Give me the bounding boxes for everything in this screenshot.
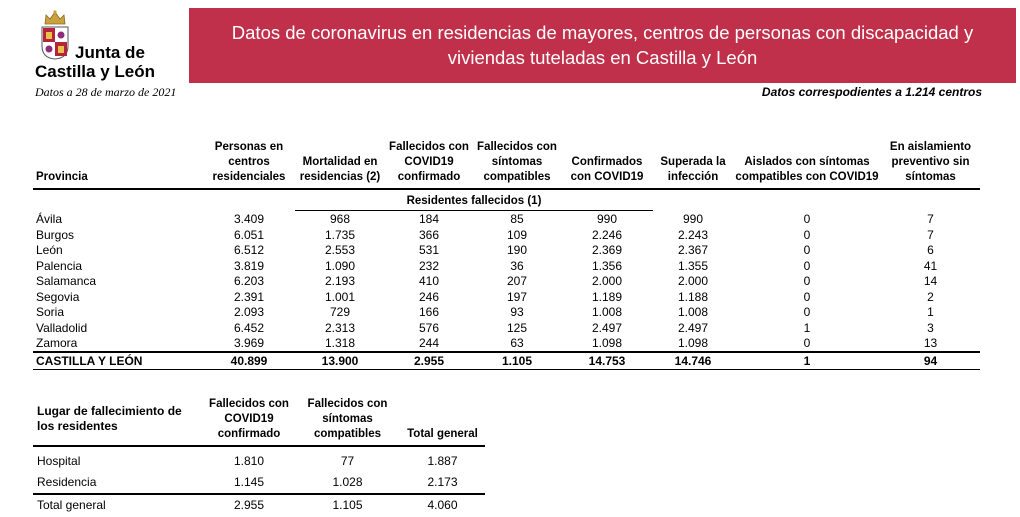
cell: 1.008 bbox=[677, 305, 709, 320]
cell: 184 bbox=[418, 212, 440, 227]
cell: 1.098 bbox=[591, 336, 623, 351]
cell: 1.735 bbox=[324, 227, 356, 242]
cell: 6.203 bbox=[233, 274, 265, 289]
col-header-total-general: Total general bbox=[400, 397, 485, 446]
table-row bbox=[33, 211, 980, 227]
date-note: Datos a 28 de marzo de 2021 bbox=[35, 85, 177, 99]
cell: 63 bbox=[510, 336, 524, 351]
table-row bbox=[33, 289, 980, 305]
cell: 4.060 bbox=[400, 494, 485, 516]
col-header-confirmados: Confirmados con COVID19 bbox=[561, 140, 653, 189]
cell: 14.746 bbox=[653, 352, 733, 370]
col-header-mortalidad: Mortalidad en residencias (2) bbox=[295, 140, 385, 189]
col-header-fallecidos-confirmado: Fallecidos con COVID19 confirmado bbox=[203, 397, 295, 446]
page-title: Datos de coronavirus en residencias de mayores, centros de personas con discapacidad y viviendas tuteladas en Castilla y León bbox=[231, 22, 974, 68]
col-header-provincia: Provincia bbox=[33, 140, 203, 189]
cell: 2.369 bbox=[591, 243, 623, 258]
table-row bbox=[33, 273, 980, 289]
cell-provincia: CASTILLA Y LEÓN bbox=[33, 352, 203, 370]
org-name-line1: Junta de bbox=[75, 43, 145, 62]
cell: 366 bbox=[418, 227, 440, 242]
table-row bbox=[33, 258, 980, 274]
cell: 1.356 bbox=[591, 258, 623, 273]
cell: 190 bbox=[506, 243, 528, 258]
cell: 1.105 bbox=[473, 352, 561, 370]
cell: 3.819 bbox=[233, 258, 265, 273]
cell: 41 bbox=[923, 258, 938, 273]
cell: 1.090 bbox=[324, 258, 356, 273]
cell: 0 bbox=[803, 336, 811, 351]
cell: 729 bbox=[329, 305, 351, 320]
cell: 94 bbox=[881, 352, 980, 370]
cell: 2.497 bbox=[591, 320, 623, 335]
place-of-death-table bbox=[33, 397, 485, 516]
cell: 2.173 bbox=[427, 475, 458, 490]
cell: 2.246 bbox=[591, 227, 623, 242]
centros-note: Datos correspodientes a 1.214 centros bbox=[761, 85, 982, 99]
cell: 3.969 bbox=[233, 336, 265, 351]
col-header-fallecidos-sintomas: Fallecidos con síntomas compatibles bbox=[295, 397, 400, 446]
cell: 14 bbox=[923, 274, 938, 289]
table-row bbox=[33, 472, 485, 494]
cell: 2.000 bbox=[677, 274, 709, 289]
cell: 1 bbox=[927, 305, 934, 320]
cell: 1.355 bbox=[677, 258, 709, 273]
provinces-table bbox=[33, 140, 980, 370]
cell: 2.955 bbox=[385, 352, 473, 370]
col-header-aislamiento-preventivo: En aislamiento preventivo sin síntomas bbox=[881, 140, 980, 189]
col-header-lugar: Lugar de fallecimiento de los residentes bbox=[33, 397, 203, 446]
cell-provincia: Zamora bbox=[36, 336, 78, 351]
table-row bbox=[33, 335, 980, 352]
table-row bbox=[33, 446, 485, 472]
cell: 1.028 bbox=[332, 475, 363, 490]
cell-lugar: Hospital bbox=[37, 454, 81, 469]
cell-provincia: Soria bbox=[36, 305, 65, 320]
cell: 576 bbox=[418, 320, 440, 335]
cell-provincia: León bbox=[36, 243, 63, 258]
cell: 990 bbox=[682, 211, 704, 226]
cell: 2 bbox=[927, 289, 934, 304]
cell: 7 bbox=[927, 227, 934, 242]
cell: 410 bbox=[418, 274, 440, 289]
cell: 1.145 bbox=[233, 475, 265, 490]
cell: 2.093 bbox=[233, 305, 265, 320]
junta-logo bbox=[33, 10, 183, 82]
cell: 14.753 bbox=[561, 352, 653, 370]
cell: 531 bbox=[418, 243, 440, 258]
cell-provincia: Valladolid bbox=[36, 320, 88, 335]
cell: 125 bbox=[506, 320, 528, 335]
cell: 197 bbox=[506, 289, 528, 304]
col-header-personas: Personas en centros residenciales bbox=[203, 140, 295, 189]
cell: 0 bbox=[803, 274, 811, 289]
cell: 1.008 bbox=[591, 305, 623, 320]
cell: 40.899 bbox=[203, 352, 295, 370]
cell: 2.193 bbox=[324, 274, 356, 289]
cell: 93 bbox=[510, 305, 524, 320]
table-row bbox=[33, 320, 980, 336]
cell: 2.497 bbox=[677, 320, 709, 335]
cell: 0 bbox=[803, 227, 811, 242]
col-header-fallecidos-confirmado: Fallecidos con COVID19 confirmado bbox=[385, 140, 473, 189]
cell: 2.243 bbox=[677, 227, 709, 242]
cell: 109 bbox=[506, 227, 528, 242]
cell: 2.000 bbox=[591, 274, 623, 289]
cell: 85 bbox=[510, 212, 524, 227]
cell: 1 bbox=[803, 320, 811, 335]
col-header-aislados: Aislados con síntomas compatibles con COVID19 bbox=[733, 140, 881, 189]
cell: 2.955 bbox=[203, 494, 295, 516]
cell-provincia: Ávila bbox=[36, 211, 63, 226]
cell: 246 bbox=[418, 289, 440, 304]
cell: 1.001 bbox=[324, 289, 356, 304]
cell: 1 bbox=[733, 352, 881, 370]
cell: 0 bbox=[803, 243, 811, 258]
table-row bbox=[33, 242, 980, 258]
cell-provincia: Palencia bbox=[36, 258, 83, 273]
table-total-row bbox=[33, 352, 980, 370]
cell: 0 bbox=[803, 305, 811, 320]
title-banner bbox=[189, 8, 1016, 83]
cell-provincia: Burgos bbox=[36, 227, 75, 242]
cell: 166 bbox=[418, 305, 440, 320]
cell: 2.553 bbox=[324, 243, 356, 258]
col-header-fallecidos-sintomas: Fallecidos con síntomas compatibles bbox=[473, 140, 561, 189]
cell: 207 bbox=[506, 274, 528, 289]
cell: 6 bbox=[927, 243, 934, 258]
cell: 0 bbox=[803, 289, 811, 304]
coat-of-arms-icon bbox=[41, 26, 69, 60]
cell: 1.887 bbox=[427, 454, 458, 469]
subheader-residentes-fallecidos: Residentes fallecidos (1) bbox=[295, 189, 653, 211]
cell: 244 bbox=[418, 336, 440, 351]
cell: 232 bbox=[418, 258, 440, 273]
org-name-line2: Castilla y León bbox=[35, 62, 155, 81]
cell: 968 bbox=[329, 212, 351, 227]
cell: 2.367 bbox=[677, 243, 709, 258]
cell: 13.900 bbox=[295, 352, 385, 370]
table-row bbox=[33, 227, 980, 243]
cell: 1.810 bbox=[233, 454, 265, 469]
cell: 3 bbox=[927, 320, 934, 335]
cell: 3.409 bbox=[233, 211, 265, 226]
cell: 13 bbox=[923, 336, 938, 351]
cell: 6.452 bbox=[233, 320, 265, 335]
cell: 7 bbox=[927, 211, 934, 226]
cell: 1.318 bbox=[324, 336, 356, 351]
cell-provincia: Salamanca bbox=[36, 274, 97, 289]
cell: 1.098 bbox=[677, 336, 709, 351]
cell-provincia: Segovia bbox=[36, 289, 80, 304]
cell: 77 bbox=[340, 454, 355, 469]
table-row bbox=[33, 304, 980, 320]
cell: 6.512 bbox=[233, 243, 265, 258]
cell: 0 bbox=[803, 258, 811, 273]
cell: 1.105 bbox=[295, 494, 400, 516]
cell: 1.188 bbox=[677, 289, 709, 304]
cell: 2.391 bbox=[233, 289, 265, 304]
cell: 990 bbox=[596, 212, 618, 227]
cell: 36 bbox=[510, 258, 524, 273]
cell: 1.189 bbox=[591, 289, 623, 304]
col-header-superada: Superada la infección bbox=[653, 140, 733, 189]
cell-lugar: Total general bbox=[33, 494, 203, 516]
cell: 6.051 bbox=[233, 227, 265, 242]
cell: 2.313 bbox=[324, 320, 356, 335]
cell: 0 bbox=[803, 211, 811, 226]
cell-lugar: Residencia bbox=[37, 475, 97, 490]
table-total-row bbox=[33, 494, 485, 516]
